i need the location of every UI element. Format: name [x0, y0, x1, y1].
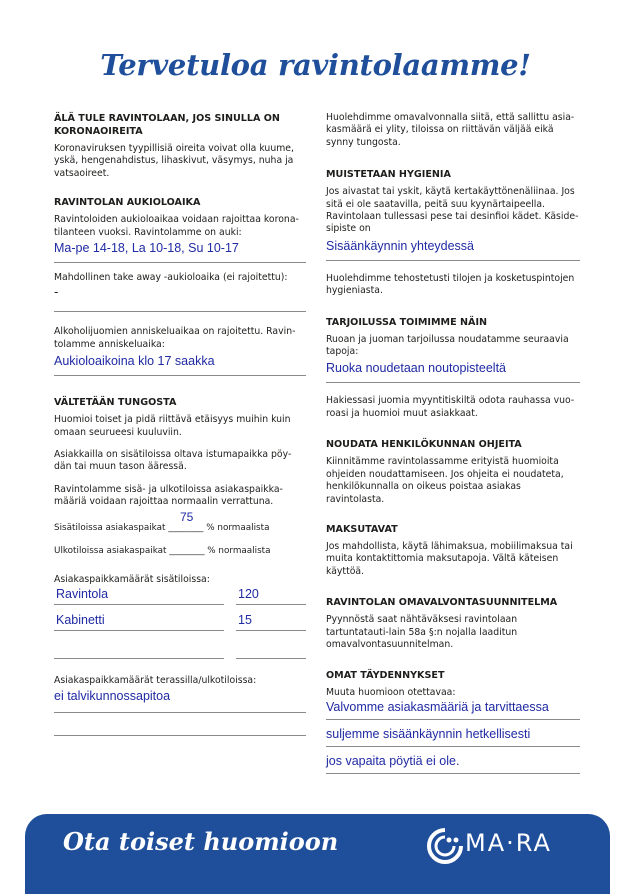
divider	[326, 746, 580, 747]
self-monitoring-heading: RAVINTOLAN OMAVALVONTASUUNNITELMA	[326, 597, 558, 609]
seat-count: 15	[238, 613, 252, 628]
seat-row	[54, 612, 306, 638]
seat-count: 120	[238, 587, 259, 602]
mara-logo-text: MA·RA	[465, 829, 552, 857]
payment-text: Jos mahdollista, käytä lähimaksua, mobiilimaksua tai muita kontaktittomia maksutapoja. Vältä käteisen käyttöä.	[326, 540, 573, 577]
serving-text-2: Hakiessasi juomia myyntitiskiltä odota rauhassa vuo-roasi ja huomioi muut asiakkaat.	[326, 395, 575, 419]
serving-heading: TARJOILUSSA TOIMIMME NÄIN	[326, 316, 488, 328]
crowding-text-2: Asiakkailla on sisätiloissa oltava istumapaikka pöy-dän tai muun tason ääressä.	[54, 449, 292, 473]
takeaway-label: Mahdollinen take away -aukioloaika (ei rajoitettu):	[54, 272, 288, 284]
serving-method-value: Ruoka noudetaan noutopisteeltä	[326, 361, 507, 376]
terrace-seats-value: ei talvikunnossapitoa	[54, 688, 171, 703]
symptoms-heading: ÄLÄ TULE RAVINTOLAAN, JOS SINULLA ON KORONAOIREITA	[54, 113, 280, 137]
staff-instructions-heading: NOUDATA HENKILÖKUNNAN OHJEITA	[326, 439, 522, 451]
crowding-text-3: Ravintolamme sisä- ja ulkotiloissa asiakaspaikka-määriä voidaan rajoittaa normaalin verrattuna.	[54, 483, 283, 508]
page-title: Tervetuloa ravintolaamme!	[100, 48, 531, 82]
opening-hours-value: Ma-pe 14-18, La 10-18, Su 10-17	[54, 241, 239, 256]
opening-hours-heading: RAVINTOLAN AUKIOLOAIKA	[54, 197, 201, 209]
additions-label: Muuta huomioon otettavaa:	[326, 687, 456, 699]
opening-hours-text: Ravintoloiden aukioloaikaa voidaan rajoittaa korona-tilanteen vuoksi. Ravintolamme on auki:	[54, 214, 299, 238]
seat-area-name: Kabinetti	[56, 613, 105, 628]
divider	[326, 260, 580, 261]
self-monitoring-text: Pyynnöstä saat nähtäväksesi ravintolaan tartuntatauti-lain 58a §:n nojalla laaditun omavalvontasuunnitelman.	[326, 614, 518, 650]
left-column	[54, 112, 306, 736]
divider	[326, 773, 580, 774]
additions-heading: OMAT TÄYDENNYKSET	[326, 670, 445, 682]
additions-line-2: suljemme sisäänkäynnin hetkellisesti	[326, 726, 531, 741]
divider	[236, 658, 306, 659]
outdoor-seats-label: Ulkotiloissa asiakaspaikat ________ % normaalista	[54, 545, 271, 556]
footer-banner	[25, 814, 610, 894]
right-column	[326, 112, 580, 774]
divider	[236, 630, 306, 631]
takeaway-value: -	[54, 285, 59, 300]
seat-row	[54, 586, 306, 612]
divider	[236, 604, 306, 605]
payment-heading: MAKSUTAVAT	[326, 523, 398, 535]
divider	[54, 658, 224, 659]
crowding-heading: VÄLTETÄÄN TUNGOSTA	[54, 397, 177, 409]
hygiene-heading: MUISTETAAN HYGIENIA	[326, 169, 451, 181]
indoor-percent-value: 75	[180, 509, 194, 524]
hygiene-text: Jos aivastat tai yskit, käytä kertakäyttönenäliinaa. Jos sitä ei ole saatavilla, peitä suu kyynärtaipeella. Ravintolaan tullessasi pese tai desinfioi kädet. Käside-sipiste on	[326, 186, 579, 235]
hygiene-text-2: Huolehdimme tehostetusti tilojen ja kosketuspintojen hygieniasta.	[326, 272, 575, 297]
alcohol-text: Alkoholijuomien anniskeluaikaa on rajoitettu. Ravin-tolamme anniskeluaika:	[54, 326, 296, 350]
seat-area-name: Ravintola	[56, 587, 109, 602]
symptoms-text: Koronaviruksen tyypillisiä oireita voivat olla kuume, yskä, hengenahdistus, lihaskivut, väsymys, nuha ja vatsaoireet.	[54, 143, 294, 179]
indoor-seats-heading: Asiakaspaikkamäärät sisätiloissa:	[54, 573, 210, 585]
divider	[54, 630, 224, 631]
divider	[54, 735, 306, 736]
staff-instructions-text: Kiinnitämme ravintolassamme erityistä huomioita ohjeiden noudattamiseen. Jos ohjeita ei noudateta, henkilökunnalla on oikeus poistaa asiakas ravintolasta.	[326, 456, 564, 505]
divider	[54, 311, 306, 312]
alcohol-hours-value: Aukioloaikoina klo 17 saakka	[54, 354, 215, 369]
divider	[326, 382, 580, 383]
divider	[326, 719, 580, 720]
crowding-control-text: Huolehdimme omavalvonnalla siitä, että sallittu asia-kasmäärä ei ylity, tiloissa on riittävän väljää eikä synny tungosta.	[326, 112, 575, 148]
additions-line-3: jos vapaita pöytiä ei ole.	[326, 753, 460, 768]
additions-line-1: Valvomme asiakasmääriä ja tarvittaessa	[326, 699, 549, 714]
terrace-seats-label: Asiakaspaikkamäärät terassilla/ulkotiloissa:	[54, 675, 257, 687]
seat-row-empty	[54, 638, 306, 664]
divider	[54, 262, 306, 263]
sanitizer-location-value: Sisäänkäynnin yhteydessä	[326, 238, 475, 253]
divider	[54, 604, 224, 605]
crowding-text-1: Huomioi toiset ja pidä riittävä etäisyys muihin kuin omaan seurueesi kuuluviin.	[54, 414, 291, 438]
divider	[54, 375, 306, 376]
footer-slogan: Ota toiset huomioon	[63, 827, 339, 856]
indoor-seats-label: Sisätiloissa asiakaspaikat ________ % normaalista	[54, 522, 270, 533]
serving-text: Ruoan ja juoman tarjoilussa noudatamme seuraavia tapoja:	[326, 333, 569, 358]
mara-logo-icon	[425, 824, 465, 868]
divider	[54, 712, 306, 713]
